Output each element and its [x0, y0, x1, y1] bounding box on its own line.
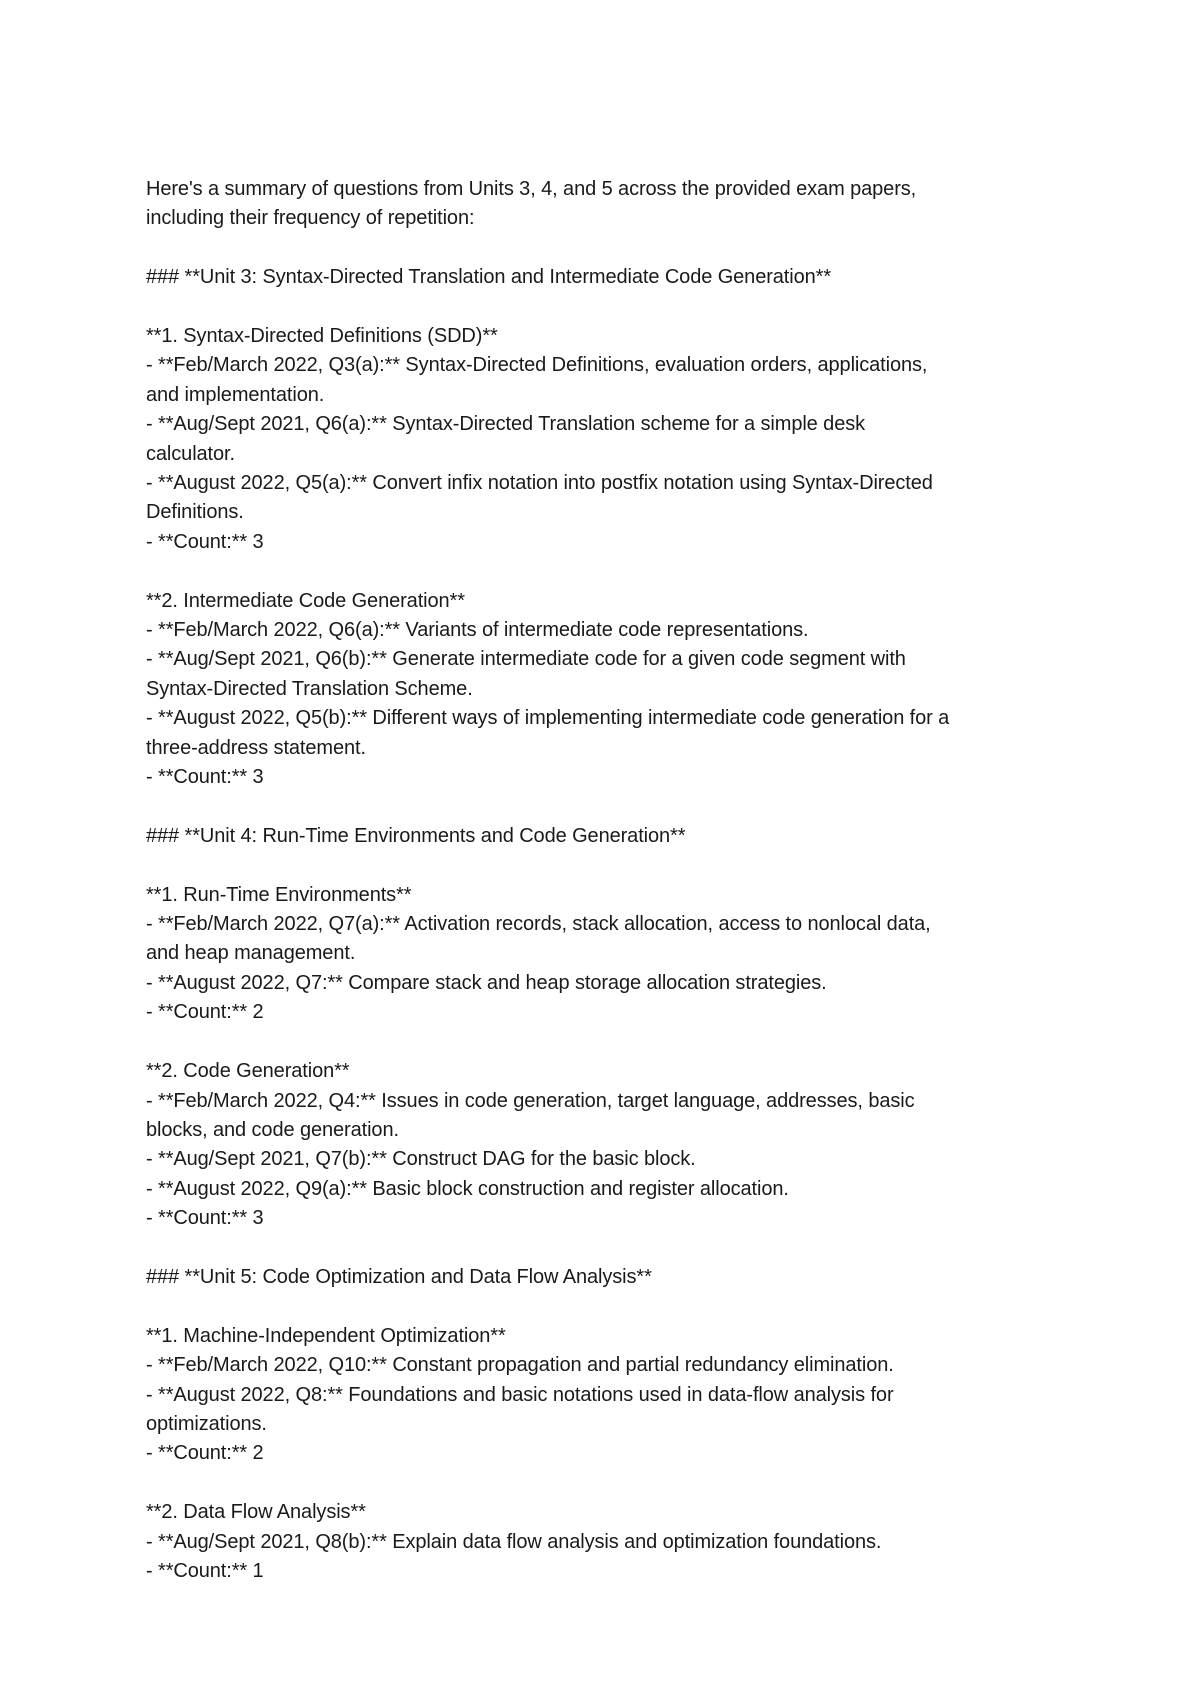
count-line: - **Count:** 3: [146, 530, 264, 553]
text-line: blocks, and code generation.: [146, 1118, 399, 1141]
count-line: - **Count:** 2: [146, 1001, 264, 1024]
document-page: [146, 175, 1076, 1586]
topic-heading: **1. Syntax-Directed Definitions (SDD)**: [146, 325, 498, 347]
count-line: - **Count:** 1: [146, 1559, 264, 1582]
question-item: - **Feb/March 2022, Q6(a):** Variants of intermediate code representations.: [146, 619, 809, 642]
text-line: calculator.: [146, 442, 235, 465]
document-body: [146, 175, 1076, 1586]
blank-line: [146, 851, 1076, 880]
question-item: - **Feb/March 2022, Q3(a):** Syntax-Directed Definitions, evaluation orders, applications,: [146, 354, 928, 377]
text-line: three-address statement.: [146, 736, 366, 759]
question-item: - **Aug/Sept 2021, Q6(a):** Syntax-Directed Translation scheme for a simple desk: [146, 413, 866, 436]
text-line: including their frequency of repetition:: [146, 207, 475, 230]
count-line: - **Count:** 3: [146, 1207, 264, 1230]
topic-heading: **2. Data Flow Analysis**: [146, 1501, 366, 1524]
count-line: - **Count:** 3: [146, 766, 264, 789]
topic-heading: **2. Intermediate Code Generation**: [146, 589, 465, 612]
text-line: Syntax-Directed Translation Scheme.: [146, 677, 473, 700]
question-item: - **Feb/March 2022, Q10:** Constant propagation and partial redundancy elimination.: [146, 1354, 894, 1377]
question-item: - **Feb/March 2022, Q4:** Issues in code generation, target language, addresses, basic: [146, 1089, 915, 1112]
topic-heading: **1. Machine-Independent Optimization**: [146, 1324, 506, 1347]
blank-line: [146, 234, 1076, 263]
blank-line: [146, 792, 1076, 821]
blank-line: [146, 1469, 1076, 1498]
text-line: Here's a summary of questions from Units 3, 4, and 5 across the provided exam papers,: [146, 178, 917, 200]
blank-line: [146, 1234, 1076, 1263]
blank-line: [146, 1292, 1076, 1321]
text-line: Definitions.: [146, 501, 244, 524]
blank-line: [146, 557, 1076, 586]
question-item: - **August 2022, Q5(b):** Different ways of implementing intermediate code generation for a: [146, 707, 950, 730]
text-line: and heap management.: [146, 942, 356, 965]
question-item: - **August 2022, Q9(a):** Basic block construction and register allocation.: [146, 1177, 789, 1200]
topic-heading: **1. Run-Time Environments**: [146, 883, 412, 906]
question-item: - **Aug/Sept 2021, Q7(b):** Construct DAG for the basic block.: [146, 1148, 696, 1171]
question-item: - **August 2022, Q8:** Foundations and basic notations used in data-flow analysis for: [146, 1383, 894, 1406]
section-heading: ### **Unit 5: Code Optimization and Data Flow Analysis**: [146, 1265, 652, 1288]
count-line: - **Count:** 2: [146, 1442, 264, 1465]
question-item: - **Aug/Sept 2021, Q8(b):** Explain data flow analysis and optimization foundations.: [146, 1530, 882, 1553]
question-item: - **Aug/Sept 2021, Q6(b):** Generate intermediate code for a given code segment with: [146, 648, 906, 671]
question-item: - **August 2022, Q7:** Compare stack and heap storage allocation strategies.: [146, 971, 827, 994]
topic-heading: **2. Code Generation**: [146, 1060, 350, 1083]
blank-line: [146, 293, 1076, 322]
section-heading: ### **Unit 4: Run-Time Environments and Code Generation**: [146, 824, 686, 847]
question-item: - **August 2022, Q5(a):** Convert infix notation into postfix notation using Syntax-Directed: [146, 472, 933, 495]
text-line: and implementation.: [146, 383, 325, 406]
question-item: - **Feb/March 2022, Q7(a):** Activation records, stack allocation, access to nonlocal data,: [146, 913, 931, 936]
blank-line: [146, 1028, 1076, 1057]
section-heading: ### **Unit 3: Syntax-Directed Translation and Intermediate Code Generation**: [146, 266, 832, 289]
text-line: optimizations.: [146, 1412, 267, 1435]
